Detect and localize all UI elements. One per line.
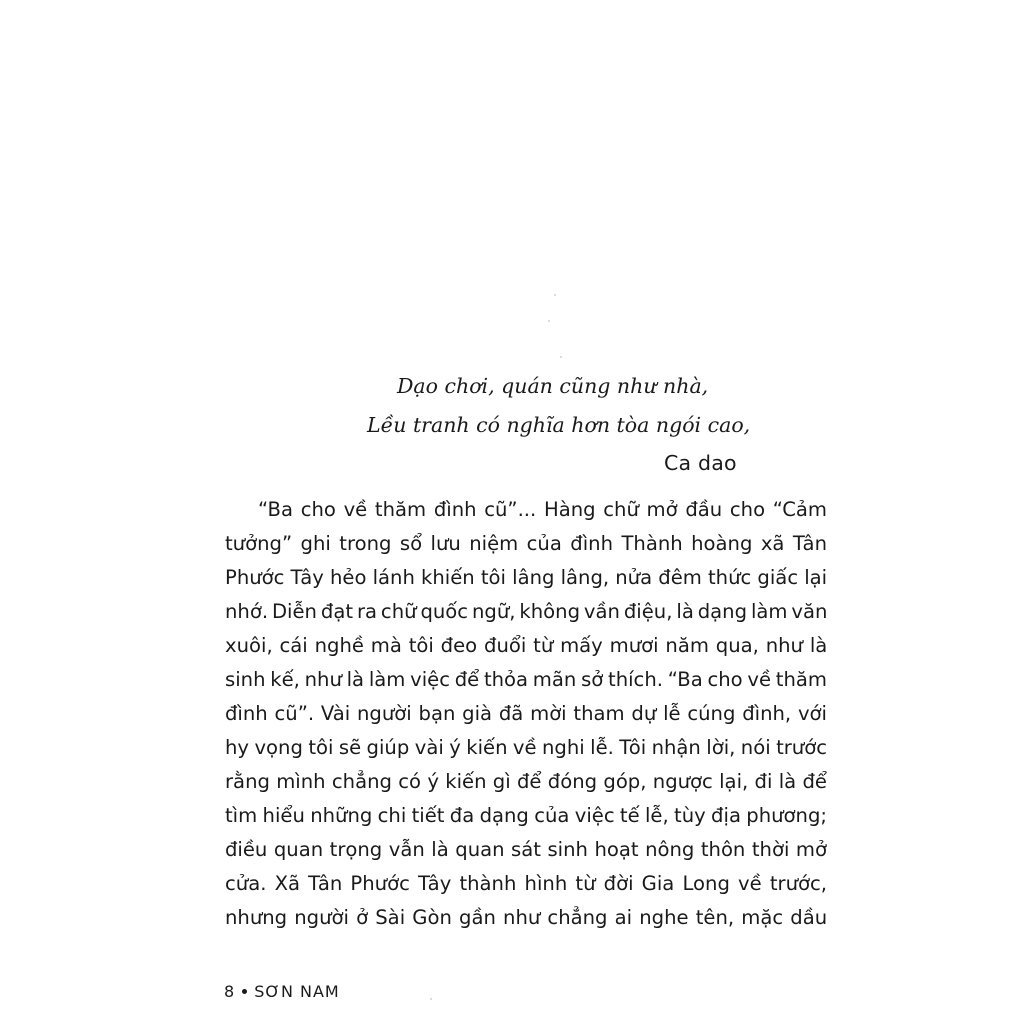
epigraph-line-1: Dạo chơi, quán cũng như nhà,	[397, 374, 709, 398]
body-line: hy vọng tôi sẽ giúp vài ý kiến về nghi lễ. Tôi nhận lời, nói trước	[225, 736, 827, 759]
body-line: Phước Tây hẻo lánh khiến tôi lâng lâng, nửa đêm thức giấc lại	[225, 566, 828, 589]
print-speck	[560, 356, 562, 358]
body-line: tìm hiểu những chi tiết đa dạng của việc tế lễ, tùy địa phương;	[225, 804, 827, 827]
page-footer	[224, 982, 340, 1001]
author-name: SƠN NAM	[254, 982, 340, 1001]
body-line: nhớ. Diễn đạt ra chữ quốc ngữ, không vần điệu, là dạng làm văn	[225, 600, 828, 623]
body-line: tưởng” ghi trong sổ lưu niệm của đình Thành hoàng xã Tân	[225, 532, 827, 555]
body-line: xuôi, cái nghề mà tôi đeo đuổi từ mấy mươi năm qua, như là	[225, 634, 828, 657]
epigraph-line-2: Lều tranh có nghĩa hơn tòa ngói cao,	[367, 413, 751, 437]
body-line: “Ba cho về thăm đình cũ”... Hàng chữ mở đầu cho “Cảm	[258, 498, 827, 521]
body-line: rằng mình chẳng có ý kiến gì để đóng góp, ngược lại, đi là để	[225, 770, 827, 793]
body-line: nhưng người ở Sài Gòn gần như chẳng ai nghe tên, mặc dầu	[225, 906, 828, 929]
body-line: cửa. Xã Tân Phước Tây thành hình từ đời Gia Long về trước,	[225, 872, 827, 895]
page-number: 8	[224, 982, 236, 1001]
body-line: điều quan trọng vẫn là quan sát sinh hoạt nông thôn thời mở	[225, 838, 827, 861]
print-speck	[548, 320, 550, 322]
bullet-separator-icon	[242, 989, 247, 994]
print-speck	[430, 998, 432, 1000]
body-line: đình cũ”. Vài người bạn già đã mời tham dự lễ cúng đình, với	[225, 702, 827, 725]
body-line: sinh kế, như là làm việc để thỏa mãn sở thích. “Ba cho về thăm	[225, 668, 827, 691]
body-paragraph	[225, 493, 827, 935]
epigraph-attribution: Ca dao	[664, 451, 737, 475]
print-speck	[554, 294, 556, 296]
